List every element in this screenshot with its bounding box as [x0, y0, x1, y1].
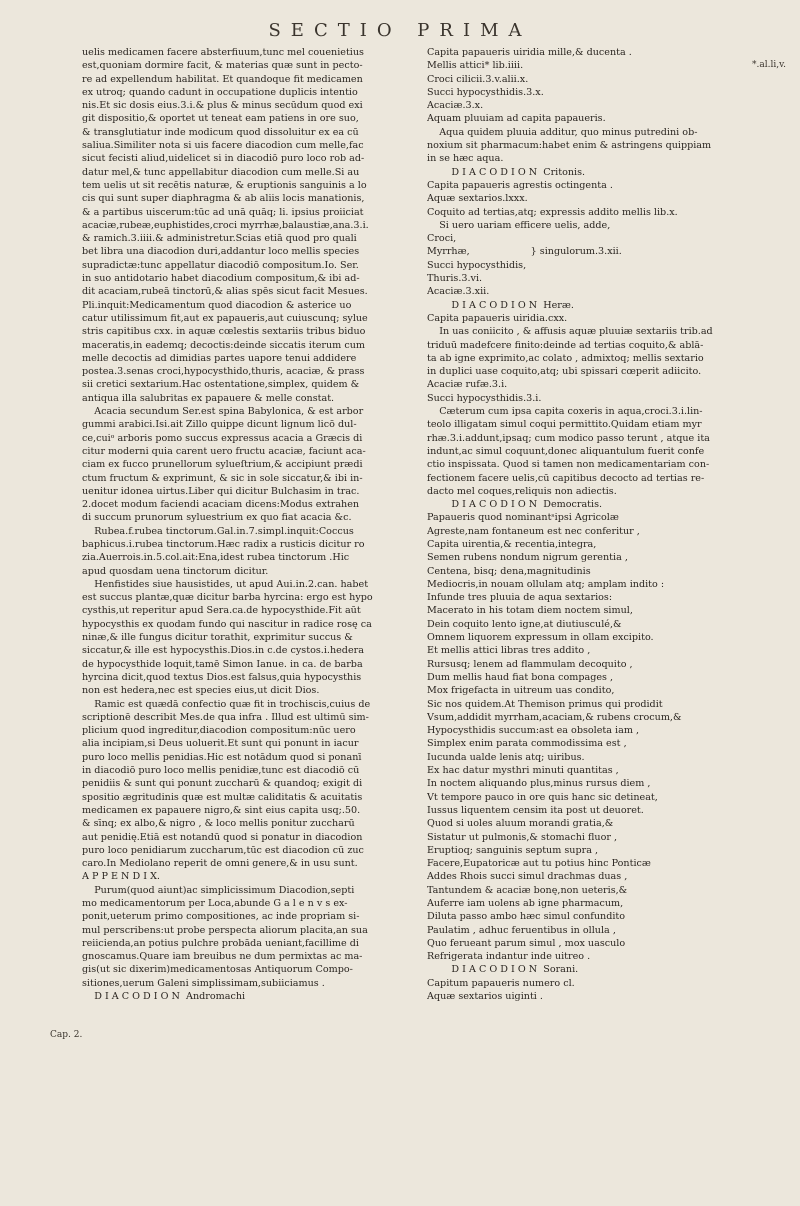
- text-line: uelis medicamen facere absterfiuum,tunc mel couenietius: [82, 47, 364, 58]
- text-line: spositio ægritudinis quæ est multæ caliditatis & acuitatis: [82, 791, 363, 803]
- text-line: Succi hypocysthidis.3.x.: [427, 86, 544, 98]
- text-line: acaciæ,rubeæ,euphistides,croci myrrhæ,balaustiæ,ana.3.i.: [82, 219, 369, 231]
- text-line: Iussus liquentem censim ita post ut deuoret.: [427, 804, 644, 816]
- text-line: est,quoniam dormire facit, & materias quæ sunt in pectο-: [82, 60, 363, 72]
- text-line: Acacia secundum Ser.est spina Babylonica, & est arbor: [82, 406, 364, 418]
- text-line: Succi hypocysthidis.3.i.: [427, 392, 542, 404]
- text-line: non est hedera,nec est species eius,ut dicit Dios.: [82, 685, 320, 697]
- text-line: Et mellis attici libras tres addito ,: [427, 645, 591, 657]
- text-line: In uas coniicito , & affusis aquæ pluuiæ sextariis trib.ad: [427, 326, 713, 338]
- text-line: Ramic est quædā confectio quæ fit in trochiscis,cuius de: [82, 698, 371, 710]
- text-line: baphicus.i.rubea tinctorum.Hæc radix a rusticis dicitur ro: [82, 538, 365, 550]
- text-line: in duplici uase coquito,atq; ubi spissari cœperit adiicito.: [427, 366, 702, 378]
- text-line: Cæterum cum ipsa capita coxeris in aqua,croci.3.i.lin-: [427, 406, 703, 418]
- text-line: Quo ferueant parum simul , mox uasculo: [427, 937, 626, 949]
- text-line: Aquæ sextarios.lxxx.: [427, 193, 528, 205]
- text-line: D I A C O D I O N Heræ.: [427, 299, 574, 311]
- text-line: A P P E N D I X.: [82, 871, 160, 883]
- text-line: Capita papaueris uiridia.cxx.: [427, 312, 568, 324]
- text-line: ctum fructum & exprimunt, & sic in sole siccatur,& ibi in-: [82, 472, 363, 484]
- text-line: indunt,ac simul coquunt,donec aliquantulum fuerit confe: [427, 445, 705, 457]
- text-line: Capita papaueris agrestis octingenta .: [427, 179, 613, 191]
- text-line: & ramich.3.iiii.& administretur.Scias etiā quod pro quali: [82, 233, 357, 245]
- text-line: gnoscamus.Quare iam breuibus ne dum permixtas ac ma-: [82, 951, 363, 963]
- text-line: bet libra una diacodion duri,addantur loco mellis species: [82, 246, 360, 258]
- text-line: citur moderni quia carent uero fructu acaciæ, faciunt aca-: [82, 445, 366, 457]
- text-line: hypocysthis ex quodam fundo qui nascitur in radice rosę ca: [82, 618, 372, 630]
- text-line: Semen rubens nondum nigrum gerentia ,: [427, 552, 628, 564]
- text-line: cysthis,ut reperitur apud Sera.ca.de hypocysthide.Fit aūt: [82, 605, 361, 617]
- text-line: fectionem facere uelis,cū capitibus decocto ad tertias re-: [427, 472, 705, 484]
- text-line: git dispositio,& oportet ut teneat eam patiens in ore suo,: [82, 113, 359, 125]
- margin-note-left: Cap. 2.: [50, 1030, 83, 1040]
- text-line: cis qui sunt super diaphragma & ab aliis locis manationis,: [82, 193, 365, 205]
- text-line: hyrcina dicit,quod textus Dios.est falsus,quia hypocysthis: [82, 671, 362, 683]
- text-line: Acaciæ rufæ.3.i.: [427, 379, 508, 391]
- text-line: Hypocysthidis succum:ast ea obsoleta iam ,: [427, 725, 640, 737]
- text-line: ninæ,& ille fungus dicitur torathit, exprimitur succus &: [82, 632, 353, 644]
- text-line: ctio inspissata. Quod si tamen non medicamentariam con-: [427, 459, 710, 471]
- text-line: Croci cilicii.3.v.alii.x.: [427, 73, 529, 85]
- text-line: alia incipiam,si Deus uoluerit.Et sunt qui ponunt in iacur: [82, 738, 359, 750]
- text-line: postea.3.senas croci,hypocysthido,thuris, acaciæ, & prass: [82, 366, 365, 378]
- text-line: D I A C O D I O N Sorani.: [427, 964, 579, 976]
- text-line: Addes Rhois succi simul drachmas duas ,: [427, 871, 628, 883]
- text-line: Rursusq; lenem ad flammulam decoquito ,: [427, 658, 633, 670]
- text-line: Infunde tres pluuia de aqua sextarios:: [427, 592, 613, 604]
- running-head: SECTIO PRIMA: [268, 20, 532, 41]
- text-line: D I A C O D I O N Democratis.: [427, 499, 603, 511]
- text-line: Myrrhæ, } singulorum.3.xii.: [427, 246, 622, 258]
- text-line: In noctem aliquando plus,minus rursus diem ,: [427, 778, 651, 790]
- text-line: Aquam pluuiam ad capita papaueris.: [427, 113, 606, 125]
- text-line: gummi arabici.Isi.ait Zillo quippe dicunt lignum licō dul-: [82, 419, 357, 431]
- text-line: in diacodiō puro loco mellis penidiæ,tunc est diacodiō cū: [82, 765, 360, 777]
- text-line: Refrigerata indantur inde uitreo .: [427, 951, 591, 963]
- text-line: Mediocris,in nouam ollulam atq; amplam indito :: [427, 578, 665, 590]
- text-line: stris capitibus cxx. in aquæ cœlestis sextariis tribus biduo: [82, 326, 366, 338]
- text-line: rhæ.3.i.addunt,ipsaq; cum modico passo terunt , atque ita: [427, 432, 710, 444]
- text-line: est succus plantæ,quæ dicitur barba hyrcina: ergo est hypo: [82, 592, 373, 604]
- text-line: Omnem liquorem expressum in ollam excipito.: [427, 632, 654, 644]
- text-line: Simplex enim parata commodissima est ,: [427, 738, 627, 750]
- text-line: Rubea.f.rubea tinctorum.Gal.in.7.simpl.inquit:Coccus: [82, 525, 354, 537]
- text-line: Macerato in his totam diem noctem simul,: [427, 605, 633, 617]
- text-line: sitiones,uerum Galeni simplissimam,subiiciamus .: [82, 977, 325, 989]
- text-line: maceratis,in eademq; decoctis:deinde siccatis iterum cum: [82, 339, 365, 351]
- text-line: zia.Auerrois.in.5.col.ait:Ena,idest rubea tinctorum .Hic: [82, 552, 350, 564]
- text-line: nis.Et sic dosis eius.3.i.& plus & minus secūdum quod exi: [82, 100, 363, 112]
- text-line: ex utroq; quando cadunt in occupatione duplicis intentio: [82, 86, 358, 98]
- text-line: caro.In Mediolano reperit de omni genere,& in usu sunt.: [82, 858, 358, 870]
- text-line: in se hæc aqua.: [427, 153, 504, 165]
- text-line: Agreste,nam fontaneum est nec conferitur ,: [427, 525, 640, 537]
- text-line: dacto mel coques,reliquis non adiectis.: [427, 485, 617, 497]
- text-line: D I A C O D I O N Critonis.: [427, 166, 586, 178]
- text-line: plicium quod ingreditur,diacodion compositum:nūc uero: [82, 725, 356, 737]
- text-line: dit acaciam,rubeā tinctorū,& alias spēs sicut facit Mesues.: [82, 286, 368, 298]
- text-line: teolo illigatam simul coqui permittito.Quidam etiam myr: [427, 419, 702, 431]
- left-text-column: [82, 46, 412, 1003]
- text-line: saliua.Similiter nota si uis facere diacodion cum melle,fac: [82, 140, 364, 152]
- text-line: melle decoctis ad dimidias partes uapore tenui addidere: [82, 352, 357, 364]
- text-line: Pli.inquit:Medicamentum quod diacodion & asterice uo: [82, 299, 352, 311]
- text-line: noxium sit pharmacum:habet enim & astringens quippiam: [427, 140, 712, 152]
- text-line: Dein coquito lento igne,at diutiusculé,&: [427, 618, 622, 630]
- text-line: Capita papaueris uiridia mille,& ducenta .: [427, 47, 632, 58]
- text-line: Succi hypocysthidis,: [427, 259, 527, 271]
- text-line: Croci,: [427, 233, 457, 245]
- text-line: D I A C O D I O N Andromachi: [82, 991, 246, 1003]
- text-line: sii cretici sextarium.Hac ostentatione,simplex, quidem &: [82, 379, 360, 391]
- text-line: Dum mellis haud fiat bona compages ,: [427, 671, 614, 683]
- text-line: supradictæ:tunc appellatur diacodiō compositum.Io. Ser.: [82, 259, 359, 271]
- text-line: re ad expellendum habilitat. Et quandoque fit medicamen: [82, 73, 363, 85]
- text-line: medicamen ex papauere nigro,& sint eius capita usq;.50.: [82, 804, 361, 816]
- text-line: Mellis attici* lib.iiii.: [427, 60, 524, 72]
- text-line: ciam ex fucco prunellorum sylueſtrium,& accipiunt prædi: [82, 459, 363, 471]
- text-line: gis(ut sic dixerim)medicamentosas Antiquorum Compo-: [82, 964, 353, 976]
- text-line: in suo antidotario habet diacodium compositum,& ibi ad-: [82, 273, 360, 285]
- text-line: Auferre iam uolens ab igne pharmacum,: [427, 898, 624, 909]
- text-line: Vsum,addidit myrrham,acaciam,& rubens crocum,&: [427, 711, 682, 723]
- text-line: Capita uirentia,& recentia,integra,: [427, 538, 597, 550]
- text-line: penidiis & sunt qui ponunt zuccharū & quandoq; exigit di: [82, 778, 363, 790]
- text-line: & a partibus uiscerum:tūc ad unā quāq; li. ipsius proiiciat: [82, 206, 364, 218]
- text-line: datur mel,& tunc appellabitur diacodion cum melle.Si au: [82, 166, 360, 178]
- text-line: Iucunda ualde lenis atq; uiribus.: [427, 751, 585, 763]
- margin-note-right: *.al.li,v.: [752, 60, 786, 70]
- text-line: Vt tempore pauco in ore quis hanc sic detineat,: [427, 791, 658, 803]
- text-line: Acaciæ.3.x.: [427, 100, 484, 112]
- text-line: de hypocysthide loquit,tamē Simon Ianue. in ca. de barba: [82, 658, 363, 670]
- text-line: & transglutiatur inde modicum quod dissoluitur ex ea cū: [82, 126, 359, 138]
- text-line: Papaueris quod nominantˢipsi Agricolæ: [427, 512, 619, 524]
- text-line: Sic nos quidem.At Themison primus qui prodidit: [427, 698, 663, 710]
- text-line: reiicienda,an potius pulchre probāda ueniant,facillime di: [82, 937, 359, 949]
- text-line: mo medicamentorum per Loca,abunde G a l e n v s ex-: [82, 898, 348, 909]
- text-line: Coquito ad tertias,atq; expressis addito mellis lib.x.: [427, 206, 678, 218]
- text-line: mul perscribens:ut probe perspecta aliorum placita,an sua: [82, 924, 368, 936]
- text-line: puro loco mellis penidias.Hic est notādum quod si ponanī: [82, 751, 362, 763]
- text-line: 2.docet modum faciendi acaciam dicens:Modus extrahen: [82, 499, 360, 511]
- text-line: triduū madefcere finito:deinde ad tertias coquito,& ablā-: [427, 339, 704, 351]
- text-line: Henfistides siue hausistides, ut apud Aui.in.2.can. habet: [82, 578, 369, 590]
- text-line: Purum(quod aiunt)ac simplicissimum Diacodion,septi: [82, 884, 355, 896]
- text-line: Centena, bisq; dena,magnitudinis: [427, 565, 591, 577]
- text-line: Capitum papaueris numero cl.: [427, 977, 575, 989]
- text-line: Facere,Eupatoricæ aut tu potius hinc Ponticæ: [427, 858, 651, 870]
- text-line: sicut fecisti aliud,uidelicet si in diacodiō puro loco rob ad-: [82, 153, 365, 165]
- text-line: scriptionē describit Mes.de qua infra . Illud est ultimū sim-: [82, 711, 369, 723]
- text-line: ce,cuiᵒ arboris pomo succus expressus acacia a Græcis di: [82, 432, 363, 444]
- text-line: Sistatur ut pulmonis,& stomachi fluor ,: [427, 831, 618, 843]
- text-line: Thuris.3.vi.: [427, 273, 483, 285]
- text-line: ponit,ueterum primo compositiones, ac inde propriam si-: [82, 911, 360, 923]
- text-line: puro loco penidiarum zuccharum,tūc est diacodion cū zuc: [82, 844, 364, 856]
- text-line: catur utilissimum fit,aut ex papaueris,aut cuiuscunq; sylue: [82, 312, 368, 324]
- text-line: aut penidię.Etiā est notandū quod si ponatur in diacodion: [82, 831, 363, 843]
- text-line: Ex hac datur mysthri minuti quantitas ,: [427, 765, 619, 777]
- text-line: & sīnq; ex albo,& nigro , & loco mellis ponitur zuccharū: [82, 818, 355, 830]
- text-line: ta ab igne exprimito,ac colato , admixtoq; mellis sextario: [427, 352, 704, 364]
- text-line: tem uelis ut sit recētis naturæ, & eruptionis sanguinis a lo: [82, 179, 367, 191]
- text-line: Acaciæ.3.xii.: [427, 286, 490, 298]
- text-line: Paulatim , adhuc feruentibus in ollula ,: [427, 924, 616, 936]
- text-line: di succum prunorum syluestrium ex quo fiat acacia &c.: [82, 512, 352, 524]
- text-line: Aqua quidem pluuia additur, quo minus putredini ob-: [427, 126, 698, 138]
- text-line: apud quosdam uena tinctorum dicitur.: [82, 565, 269, 577]
- text-line: Quod si uoles aluum morandi gratia,&: [427, 818, 614, 830]
- right-text-column: [427, 46, 742, 1003]
- text-line: Si uero uariam efficere uelis, adde,: [427, 219, 611, 231]
- text-line: antiqua illa salubritas ex papauere & melle constat.: [82, 392, 335, 404]
- text-line: Tantundem & acaciæ bonę,non ueteris,&: [427, 884, 628, 896]
- text-line: siccatur,& ille est hypocysthis.Dios.in c.de cystos.i.hedera: [82, 645, 364, 657]
- text-line: Diluta passo ambo hæc simul confundito: [427, 911, 626, 923]
- text-line: uenitur idonea uirtus.Liber qui dicitur Bulchasim in trac.: [82, 485, 360, 497]
- text-line: Mox frigefacta in uitreum uas condito,: [427, 685, 615, 697]
- text-line: Aquæ sextarios uiginti .: [427, 991, 543, 1003]
- text-line: Eruptioq; sanguinis septum supra ,: [427, 844, 599, 856]
